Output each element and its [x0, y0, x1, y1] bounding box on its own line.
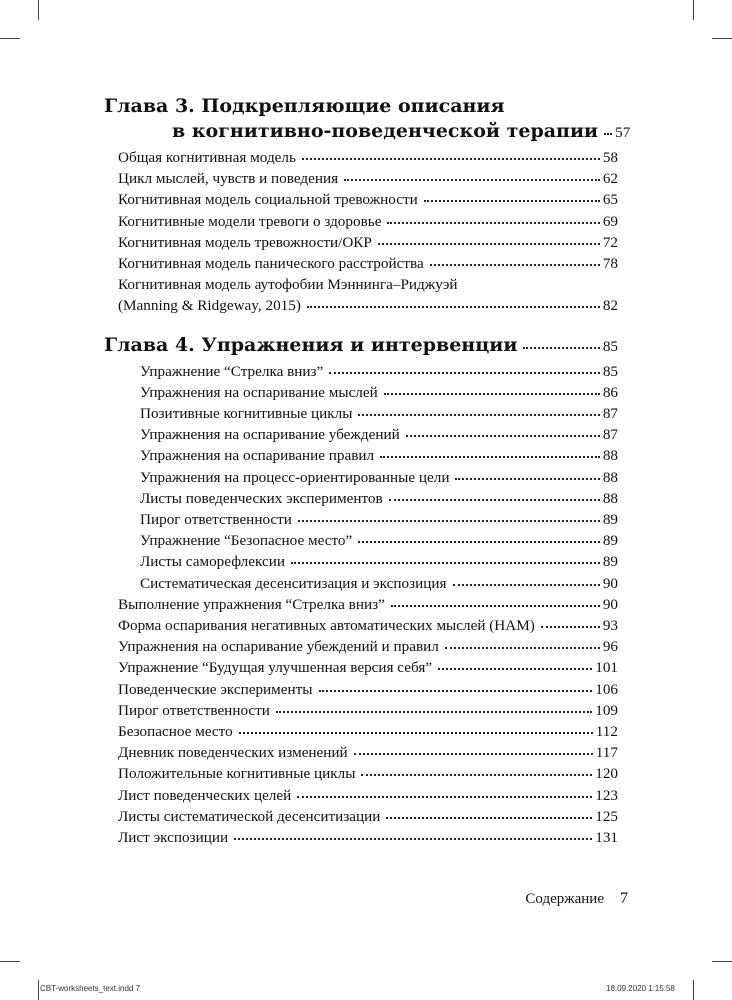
dot-leader [391, 604, 600, 607]
entry-title: Дневник поведенческих изменений [118, 744, 348, 762]
toc-entry[interactable] [104, 615, 618, 636]
dot-leader [384, 392, 600, 395]
toc-entry[interactable] [104, 361, 618, 382]
dot-leader [358, 413, 599, 416]
entry-title: Выполнение упражнения “Стрелка вниз” [118, 595, 385, 613]
toc-entry[interactable] [104, 827, 618, 848]
table-of-contents [104, 94, 631, 848]
entry-title: Когнитивная модель панического расстройства [118, 255, 424, 273]
entry-title: Поведенческие эксперименты [118, 680, 313, 698]
page-number: 87 [602, 426, 618, 444]
page-number: 89 [602, 532, 618, 550]
dot-leader [302, 157, 600, 160]
dot-leader [453, 583, 600, 586]
toc-entry[interactable] [104, 382, 618, 403]
page-number: 101 [595, 659, 618, 677]
crop-mark [712, 38, 732, 39]
toc-entry[interactable] [104, 594, 618, 615]
dot-leader [380, 455, 600, 458]
entry-title: Когнитивная модель тревожности/ОКР [118, 233, 372, 251]
page-number: 93 [602, 617, 618, 635]
toc-entry[interactable] [104, 147, 618, 168]
dot-leader [406, 434, 600, 437]
entry-title[interactable]: Когнитивная модель аутофобии Мэннинга–Риджуэй [118, 276, 458, 294]
page-number: 88 [602, 489, 618, 507]
entry-title: Лист экспозиции [118, 829, 229, 847]
crop-mark [693, 0, 694, 20]
toc-entry[interactable] [104, 295, 618, 316]
dot-leader [319, 689, 593, 692]
page-number: 88 [602, 468, 618, 486]
dot-leader [239, 731, 593, 734]
toc-entry[interactable] [104, 467, 618, 488]
page-number: 78 [602, 255, 618, 273]
toc-entry[interactable] [104, 424, 618, 445]
crop-mark [712, 961, 732, 962]
page-number: 85 [602, 362, 618, 380]
page-number: 90 [602, 574, 618, 592]
toc-entry[interactable] [104, 679, 618, 700]
chapter-title-line[interactable] [104, 333, 618, 359]
dot-leader [438, 667, 592, 670]
entry-title: Упражнение “Стрелка вниз” [140, 362, 324, 380]
entry-title: Пирог ответственности [118, 701, 270, 719]
dot-leader [455, 477, 599, 480]
page-number: 125 [595, 807, 618, 825]
toc-entry[interactable] [104, 168, 618, 189]
page-number: 117 [595, 744, 618, 762]
toc-entry[interactable] [104, 445, 618, 466]
entry-title: Систематическая десенситизация и экспозиция [140, 574, 447, 592]
entry-title: Упражнение “Безопасное место” [140, 532, 353, 550]
page-number: 112 [595, 723, 618, 741]
toc-entry[interactable] [104, 700, 618, 721]
toc-entry[interactable] [104, 573, 618, 594]
entry-title: Листы поведенческих экспериментов [140, 489, 383, 507]
dot-leader [445, 646, 600, 649]
crop-mark [0, 38, 20, 39]
page-number: 62 [602, 170, 618, 188]
entry-title: Упражнение “Будущая улучшенная версия себя” [118, 659, 433, 677]
page-number: 88 [602, 447, 618, 465]
dot-leader [387, 221, 599, 224]
dot-leader [354, 752, 593, 755]
crop-mark [0, 961, 20, 962]
dot-leader [386, 816, 592, 819]
toc-entry[interactable] [104, 742, 618, 763]
crop-mark [693, 980, 694, 1000]
toc-entry[interactable] [104, 763, 618, 784]
folio-number: 7 [620, 890, 628, 907]
page-footer [525, 890, 628, 908]
entry-title: Цикл мыслей, чувств и поведения [118, 170, 339, 188]
page-number: 86 [602, 383, 618, 401]
dot-leader [298, 519, 600, 522]
entry-title: Упражнения на оспаривание убеждений и правил [118, 638, 439, 656]
toc-entry[interactable] [104, 509, 618, 530]
toc-entry[interactable] [104, 657, 618, 678]
toc-entry[interactable] [104, 530, 618, 551]
entry-title: Упражнения на оспаривание убеждений [140, 426, 400, 444]
page-number: 120 [595, 765, 618, 783]
toc-entry[interactable] [104, 232, 618, 253]
page-number: 123 [595, 786, 618, 804]
toc-entry[interactable] [104, 721, 618, 742]
slug-filename: CBT-worksheets_text.indd 7 [40, 984, 141, 993]
toc-entry[interactable] [104, 403, 618, 424]
dot-leader [358, 540, 600, 543]
dot-leader [523, 346, 599, 349]
toc-entry[interactable] [104, 785, 618, 806]
section-name: Содержание [525, 891, 604, 907]
dot-leader [307, 305, 600, 308]
chapter-4 [104, 333, 618, 849]
page-number: 82 [602, 297, 618, 315]
page-number: 87 [602, 405, 618, 423]
dot-leader [344, 178, 600, 181]
dot-leader [329, 371, 600, 374]
entry-title: Упражнения на процесс-ориентированные цели [140, 468, 450, 486]
page-number: 90 [602, 595, 618, 613]
dot-leader [430, 263, 600, 266]
page-number: 89 [602, 553, 618, 571]
page-number: 65 [602, 191, 618, 209]
dot-leader [541, 625, 600, 628]
entry-title: Упражнения на оспаривание мыслей [140, 383, 378, 401]
entry-title: (Manning & Ridgeway, 2015) [118, 297, 301, 315]
chapter-title: Глава 4. Упражнения и интервенции [104, 333, 518, 356]
toc-entry[interactable] [104, 636, 618, 657]
toc-entry[interactable] [104, 551, 618, 572]
toc-entry[interactable] [104, 806, 618, 827]
toc-entry[interactable] [104, 253, 618, 274]
chapter-title-line[interactable] [104, 119, 631, 145]
entry-title: Лист поведенческих целей [118, 786, 292, 804]
chapter-title: Глава 3. Подкрепляющие описания [104, 95, 505, 117]
entry-title: Общая когнитивная модель [118, 149, 296, 166]
entry-title: Положительные когнитивные циклы [118, 765, 356, 783]
crop-mark [38, 980, 39, 1000]
dot-leader [424, 199, 600, 202]
dot-leader [234, 837, 592, 840]
page-number: 69 [602, 212, 618, 230]
dot-leader [291, 561, 600, 564]
toc-entry[interactable] [104, 211, 618, 232]
entry-title: Упражнения на оспаривание правил [140, 447, 375, 465]
entry-title: Позитивные когнитивные циклы [140, 405, 353, 423]
page-number: 109 [595, 701, 618, 719]
page-number: 96 [602, 638, 618, 656]
dot-leader [276, 710, 592, 713]
toc-entry[interactable] [104, 488, 618, 509]
page-number: 58 [602, 149, 618, 166]
chapter-3 [104, 94, 631, 317]
page-number: 57 [615, 124, 631, 141]
entry-title: Форма оспаривания негативных автоматических мыслей (НАМ) [118, 617, 535, 635]
entry-title: Листы систематической десенситизации [118, 807, 381, 825]
page-number: 85 [602, 337, 618, 355]
dot-leader [389, 498, 600, 501]
entry-title: Пирог ответственности [140, 511, 292, 529]
page-number: 106 [595, 680, 618, 698]
page-number: 131 [595, 829, 618, 847]
dot-leader [604, 132, 612, 135]
slug-timestamp: 18.09.2020 1:15:58 [606, 984, 675, 993]
entry-title: Безопасное место [118, 723, 233, 741]
entry-title: Когнитивные модели тревоги о здоровье [118, 212, 382, 230]
dot-leader [378, 242, 600, 245]
entry-title: Когнитивная модель социальной тревожности [118, 191, 418, 209]
page-number: 72 [602, 233, 618, 251]
page-number: 89 [602, 511, 618, 529]
chapter-title: в когнитивно-поведенческой терапии [172, 120, 599, 142]
dot-leader [297, 795, 592, 798]
entry-title: Листы саморефлексии [140, 553, 285, 571]
toc-entry[interactable] [104, 189, 618, 210]
crop-mark [38, 0, 39, 20]
dot-leader [361, 773, 592, 776]
